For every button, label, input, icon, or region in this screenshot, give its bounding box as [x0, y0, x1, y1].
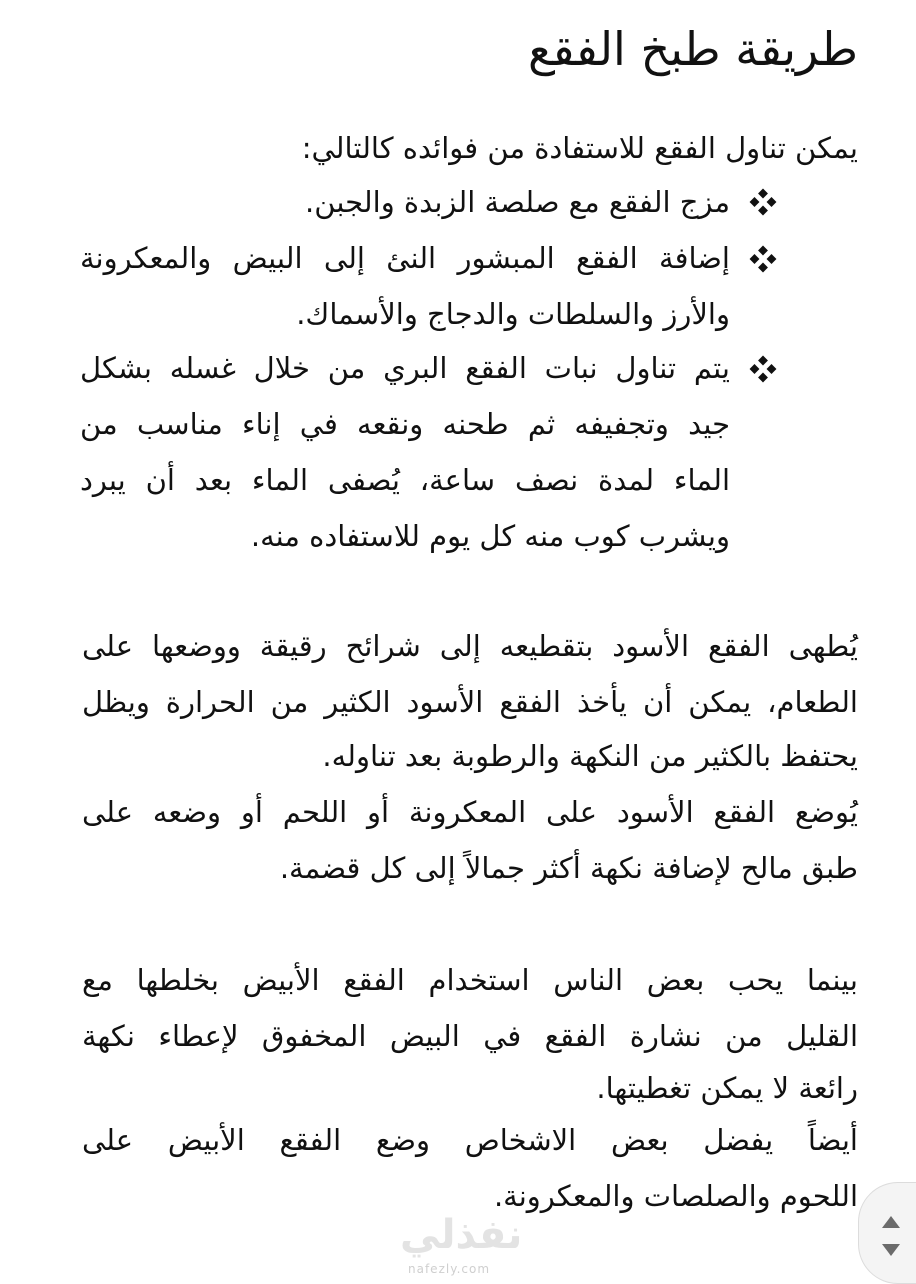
bullet-3-line-3: الماء لمدة نصف ساعة، يُصفى الماء بعد أن يبرد [80, 463, 730, 497]
paragraph-1-line-2: الطعام، يمكن أن يأخذ الفقع الأسود الكثير من الحرارة ويظل [82, 685, 858, 719]
bullet-3-line-4: ويشرب كوب منه كل يوم للاستفاده منه. [250, 519, 730, 553]
bullet-2-line-2: والأرز والسلطات والدجاج والأسماك. [296, 297, 730, 331]
triangle-down-icon[interactable] [880, 1242, 902, 1258]
watermark-url: nafezly.com [408, 1262, 491, 1276]
paragraph-2-line-2: طبق مالح لإضافة نكهة أكثر جمالاً إلى كل قضمة. [279, 851, 858, 885]
bullet-3-line-1: يتم تناول نبات الفقع البري من خلال غسله بشكل [80, 351, 730, 385]
scroll-widget [858, 1182, 916, 1284]
bullet-3-line-2: جيد وتجفيفه ثم طحنه ونقعه في إناء مناسب من [80, 407, 730, 441]
paragraph-1-line-3: يحتفظ بالكثير من النكهة والرطوبة بعد تناوله. [322, 739, 858, 773]
paragraph-4-line-2: اللحوم والصلصات والمعكرونة. [493, 1179, 858, 1213]
page-title: طريقة طبخ الفقع [528, 22, 858, 76]
watermark-logo: نفذلي [400, 1212, 523, 1258]
diamond-bullet-icon [748, 244, 778, 274]
diamond-bullet-icon [748, 354, 778, 384]
bullet-2-line-1: إضافة الفقع المبشور النئ إلى البيض والمعكرونة [80, 241, 730, 275]
paragraph-2-line-1: يُوضع الفقع الأسود على المعكرونة أو اللحم أو وضعه على [82, 795, 858, 829]
triangle-up-icon[interactable] [880, 1214, 902, 1230]
paragraph-1-line-1: يُطهى الفقع الأسود بتقطيعه إلى شرائح رقيقة ووضعها على [82, 629, 858, 663]
paragraph-4-line-1: أيضاً يفضل بعض الاشخاص وضع الفقع الأبيض على [82, 1123, 858, 1157]
bullet-1-line-1: مزج الفقع مع صلصة الزبدة والجبن. [305, 185, 730, 219]
paragraph-3-line-2: القليل من نشارة الفقع في البيض المخفوق لإعطاء نكهة [82, 1019, 858, 1053]
intro-text: يمكن تناول الفقع للاستفادة من فوائده كالتالي: [301, 131, 858, 165]
diamond-bullet-icon [748, 187, 778, 217]
paragraph-3-line-3: رائعة لا يمكن تغطيتها. [596, 1071, 858, 1105]
paragraph-3-line-1: بينما يحب بعض الناس استخدام الفقع الأبيض بخلطها مع [82, 963, 858, 997]
